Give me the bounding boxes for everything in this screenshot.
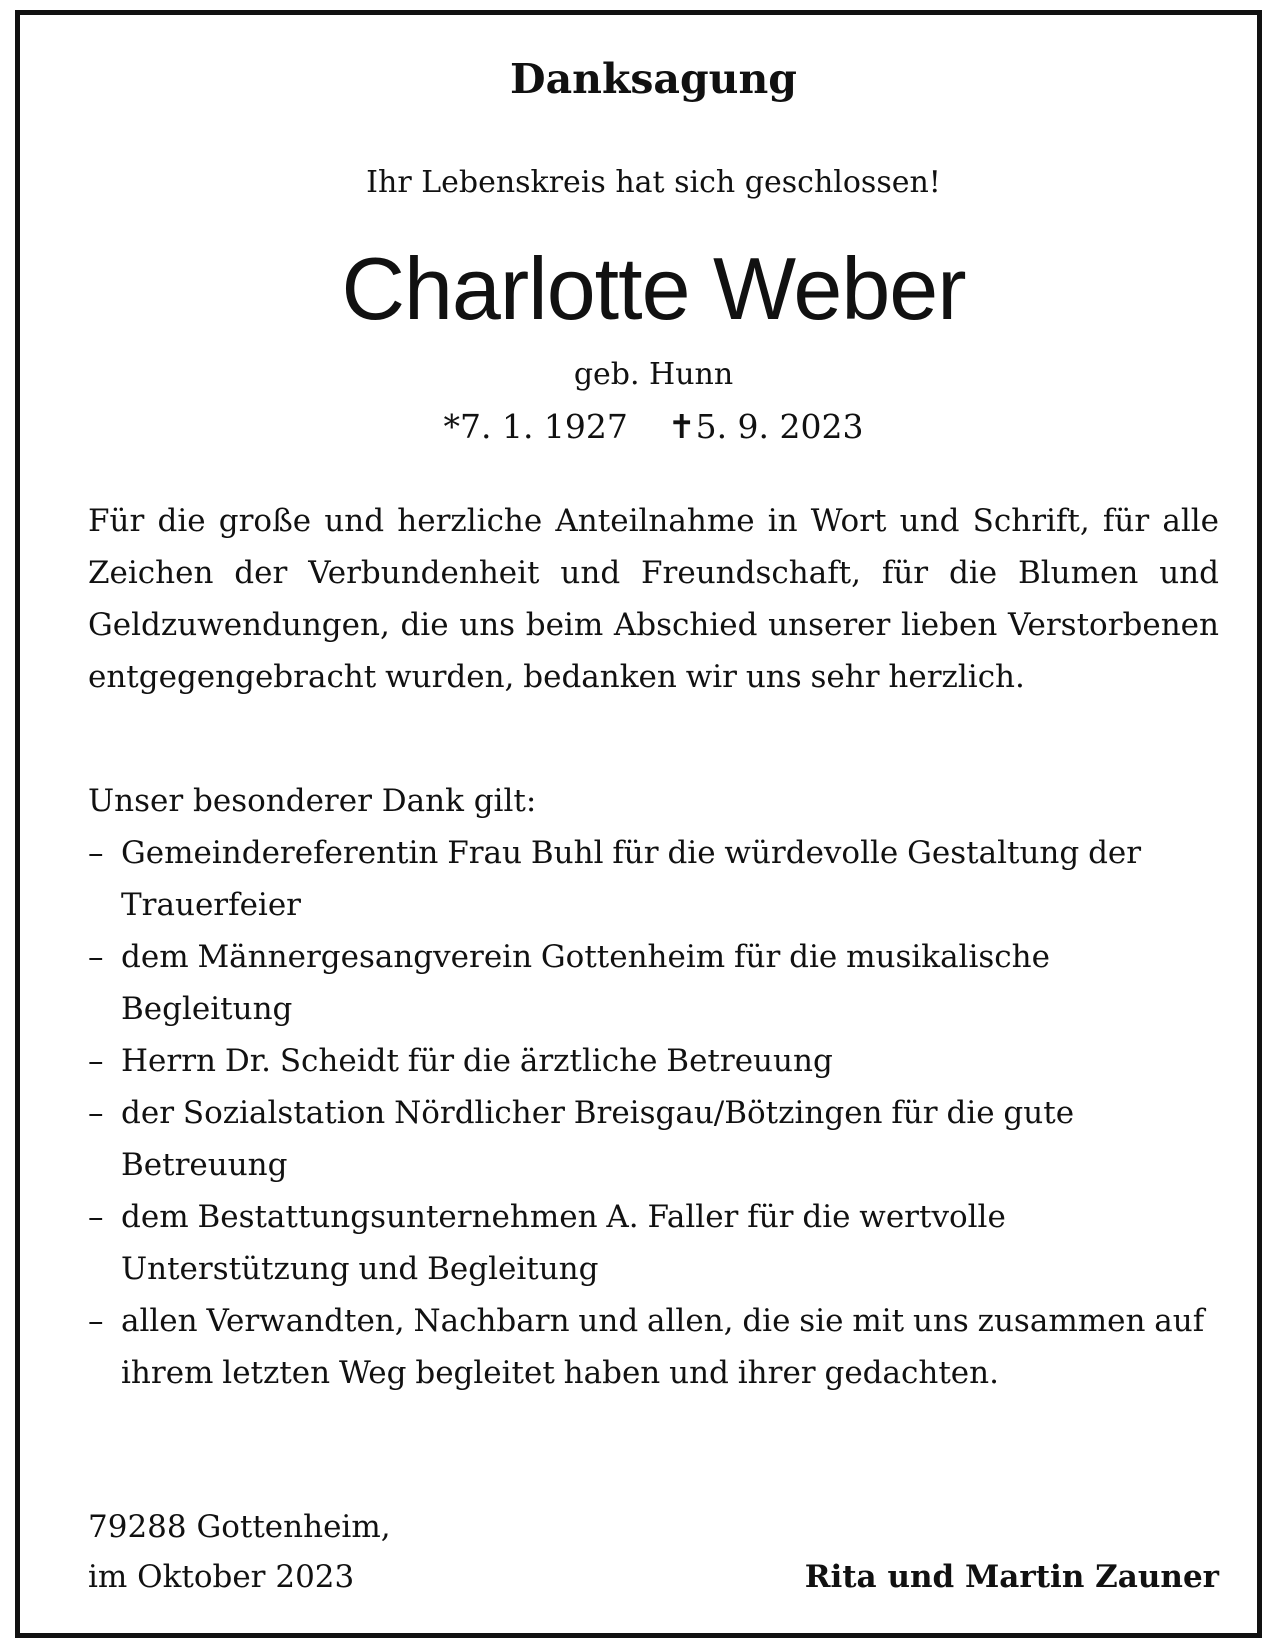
list-item [88,1191,1219,1295]
list-item-text: dem Bestattungsunternehmen A. Faller für die wertvolle Unterstützung und Begleitung [121,1199,1006,1287]
maiden-name: geb. Hunn [573,357,734,392]
dash-marker: – [88,1095,104,1131]
thanks-list [88,827,1219,1399]
list-item [88,1035,1219,1087]
life-dates [88,407,1219,446]
list-item-text: dem Männergesangverein Gottenheim für die musikalische Begleitung [121,939,1050,1027]
birth-date: *7. 1. 1927 [443,407,628,446]
dash-marker: – [88,1199,104,1235]
dash-marker: – [88,1043,104,1079]
list-item [88,827,1219,931]
date: im Oktober 2023 [88,1559,355,1595]
death-date: ✝5. 9. 2023 [667,407,864,446]
list-item-text: allen Verwandten, Nachbarn und allen, die sie mit uns zusammen auf ihrem letzten Weg begleitet haben und ihrer gedachten. [121,1303,1205,1391]
motto: Ihr Lebenskreis hat sich geschlossen! [366,165,941,200]
deceased-name: Charlotte Weber [341,239,966,338]
list-item [88,931,1219,1035]
place-and-date [88,1502,391,1602]
notice-heading: Danksagung [510,55,797,103]
signature: Rita und Martin Zauner [804,1559,1219,1595]
thanks-paragraph: Für die große und herzliche Anteilnahme in Wort und Schrift, für alle Zeichen der Verbundenheit und Freundschaft, für die Blumen und Geldzuwendungen, die uns beim Abschied unserer lieben Verstorbenen entgegengebracht wurden, bedanken wir uns sehr herzlich. [88,503,1219,695]
notice-frame [15,10,1262,1638]
dash-marker: – [88,1303,104,1339]
list-item [88,1087,1219,1191]
notice-content [88,15,1219,1633]
list-item-text: Gemeindereferentin Frau Buhl für die würdevolle Gestaltung der Trauerfeier [121,835,1142,923]
dash-marker: – [88,835,104,871]
list-item-text: Herrn Dr. Scheidt für die ärztliche Betreuung [121,1043,833,1079]
list-item [88,1295,1219,1399]
thanks-intro: Unser besonderer Dank gilt: [88,783,537,819]
list-item-text: der Sozialstation Nördlicher Breisgau/Bötzingen für die gute Betreuung [121,1095,1075,1183]
dash-marker: – [88,939,104,975]
place: 79288 Gottenheim, [88,1509,391,1545]
